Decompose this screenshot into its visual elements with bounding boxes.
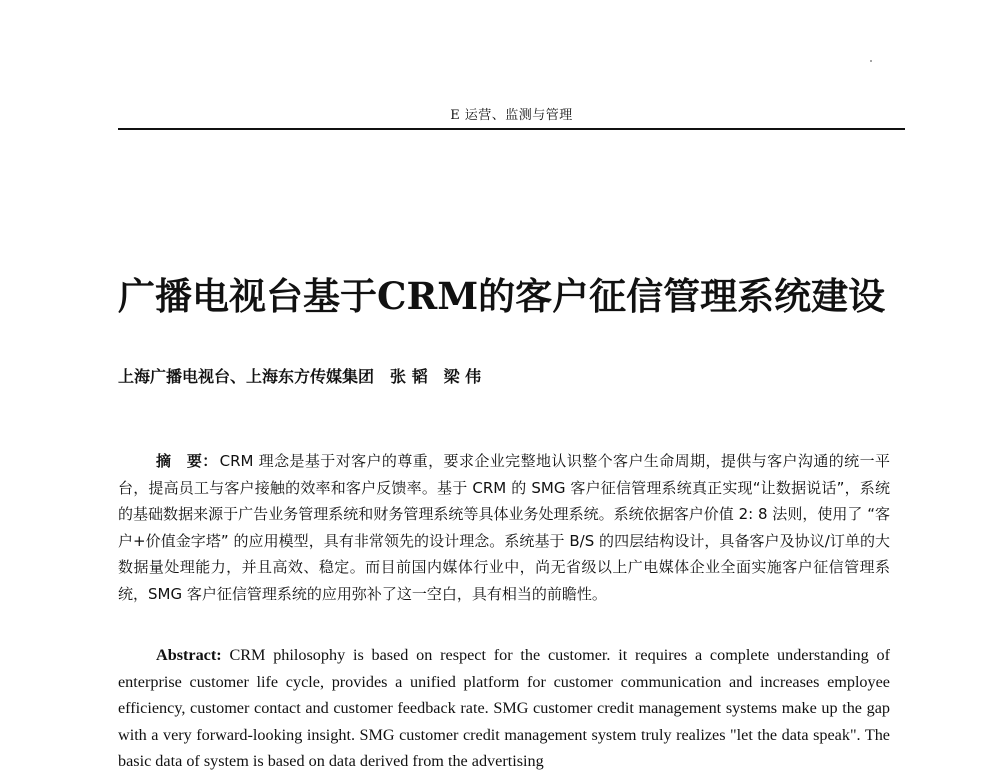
author-line [118, 366, 481, 388]
abstract-chinese [118, 448, 890, 607]
abstract-english [118, 642, 890, 775]
author-affiliation: 上海广播电视台、上海东方传媒集团 [118, 367, 375, 386]
author-name: 张 韬 [390, 367, 428, 386]
author-name: 梁 伟 [443, 367, 482, 386]
paper-title: 广播电视台基于CRM的客户征信管理系统建设 [118, 274, 886, 318]
scan-speck [870, 60, 872, 62]
abstract-chinese-label: 摘 要： [156, 452, 218, 470]
abstract-english-text: CRM philosophy is based on respect for the customer. it requires a complete understanding of enterprise customer life cycle, provides a unified platform for customer communication and increases employee efficiency, customer contact and customer feedback rate. SMG customer credit management systems make up the gap with a very forward-looking insight. SMG customer credit management system truly realizes "let the data speak". The basic data of system is based on data derived from the advertising [118, 646, 891, 770]
abstract-english-label: Abstract: [156, 646, 222, 664]
header-rule [118, 128, 905, 130]
running-header: E 运营、监测与管理 [450, 108, 573, 123]
abstract-chinese-text: CRM 理念是基于对客户的尊重，要求企业完整地认识整个客户生命周期，提供与客户沟通的统一平台，提高员工与客户接触的效率和客户反馈率。基于 CRM 的 SMG 客户征信管理系统真正实现“让数据说话”，系统的基础数据来源于广告业务管理系统和财务管理系统等具体业务处理系统。系统依据客户价值 2: 8 法则，使用了 “客户+价值金字塔” 的应用模型，具有非常领先的设计理念。系统基于 B/S 的四层结构设计，具备客户及协议/订单的大数据量处理能力，并且高效、稳定。而目前国内媒体行业中，尚无省级以上广电媒体企业全面实施客户征信管理系统，SMG 客户征信管理系统的应用弥补了这一空白，具有相当的前瞻性。 [118, 452, 890, 603]
